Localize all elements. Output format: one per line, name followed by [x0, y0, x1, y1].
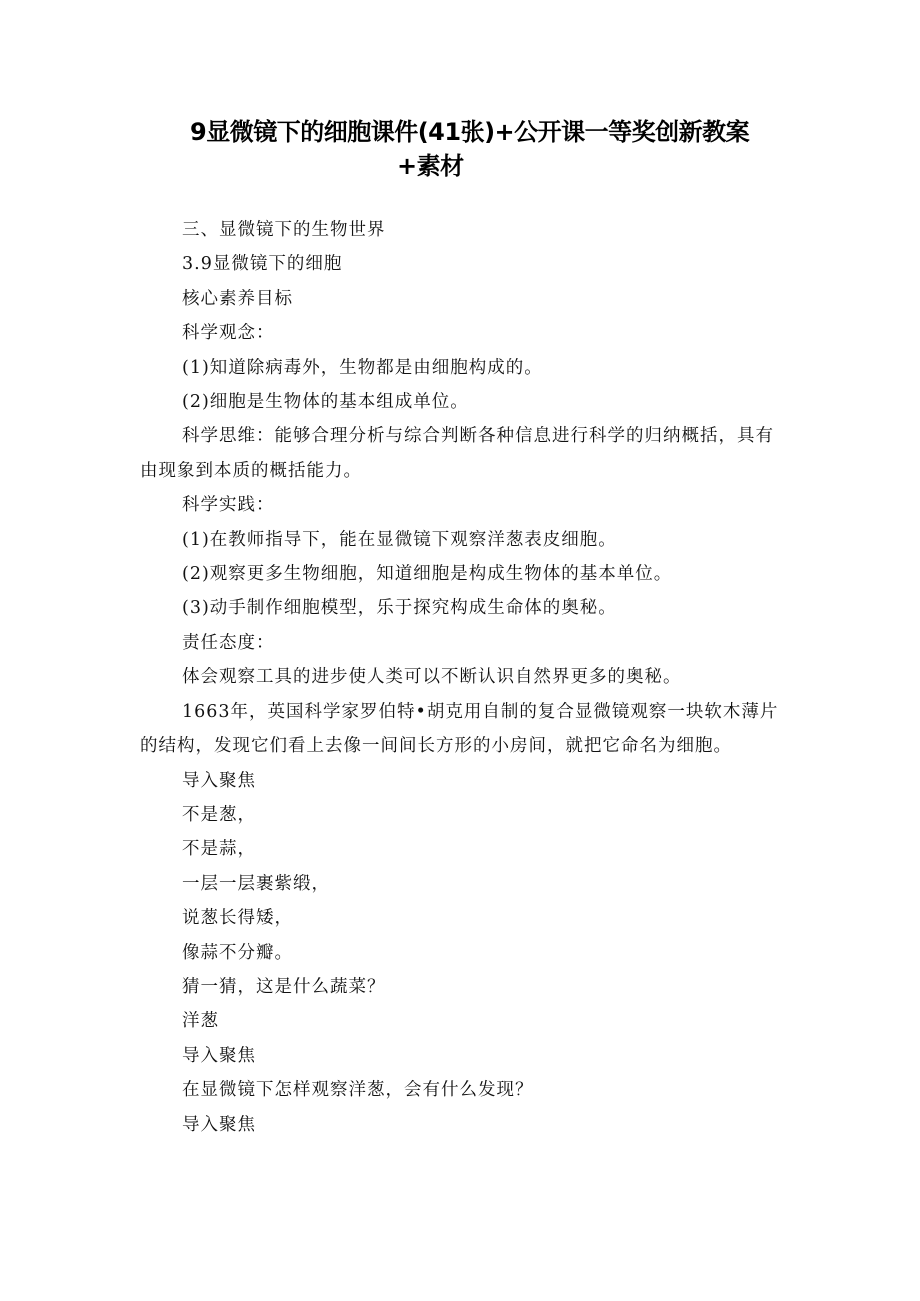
- paragraph: 责任态度：: [182, 632, 275, 653]
- paragraph: 不是蒜，: [182, 839, 256, 860]
- paragraph: (1)知道除病毒外，生物都是由细胞构成的。: [182, 357, 543, 378]
- paragraph: 导入聚焦: [182, 1114, 256, 1135]
- paragraph: 导入聚焦: [182, 1045, 256, 1066]
- paragraph: 科学思维：能够合理分析与综合判断各种信息进行科学的归纳概括，具有由现象到本质的概括能力。: [140, 426, 774, 481]
- paragraph: 说葱长得矮，: [182, 908, 293, 929]
- paragraph: 一层一层裹紫缎，: [182, 873, 330, 894]
- paragraph: (2)细胞是生物体的基本组成单位。: [182, 392, 469, 413]
- paragraph: 体会观察工具的进步使人类可以不断认识自然界更多的奥秘。: [182, 667, 682, 688]
- paragraph: 像蒜不分瓣。: [182, 942, 293, 963]
- paragraph: 在显微镜下怎样观察洋葱，会有什么发现？: [182, 1080, 534, 1101]
- document-title: [150, 115, 810, 183]
- title-line-2: +素材: [397, 152, 464, 180]
- paragraph: 不是葱，: [182, 804, 256, 825]
- paragraph: (2)观察更多生物细胞，知道细胞是构成生物体的基本单位。: [182, 564, 673, 585]
- paragraph: 导入聚焦: [182, 770, 256, 791]
- paragraph: 科学实践：: [182, 495, 275, 516]
- paragraph: 1663年，英国科学家罗伯特•胡克用自制的复合显微镜观察一块软木薄片的结构，发现它们看上去像一间间长方形的小房间，就把它命名为细胞。: [140, 701, 779, 757]
- paragraph: 洋葱: [182, 1011, 219, 1032]
- paragraph: (3)动手制作细胞模型，乐于探究构成生命体的奥秘。: [182, 598, 617, 619]
- section-heading: 三、显微镜下的生物世界: [182, 220, 386, 240]
- paragraph: 核心素养目标: [182, 288, 293, 309]
- paragraph: 科学观念：: [182, 323, 275, 344]
- paragraph: 猜一猜，这是什么蔬菜？: [182, 976, 386, 997]
- lesson-title: 3.9显微镜下的细胞: [182, 254, 343, 275]
- paragraph: (1)在教师指导下，能在显微镜下观察洋葱表皮细胞。: [182, 529, 617, 550]
- title-line-1: 9显微镜下的细胞课件(41张)+公开课一等奖创新教案: [190, 118, 750, 146]
- document-body: [140, 213, 790, 1142]
